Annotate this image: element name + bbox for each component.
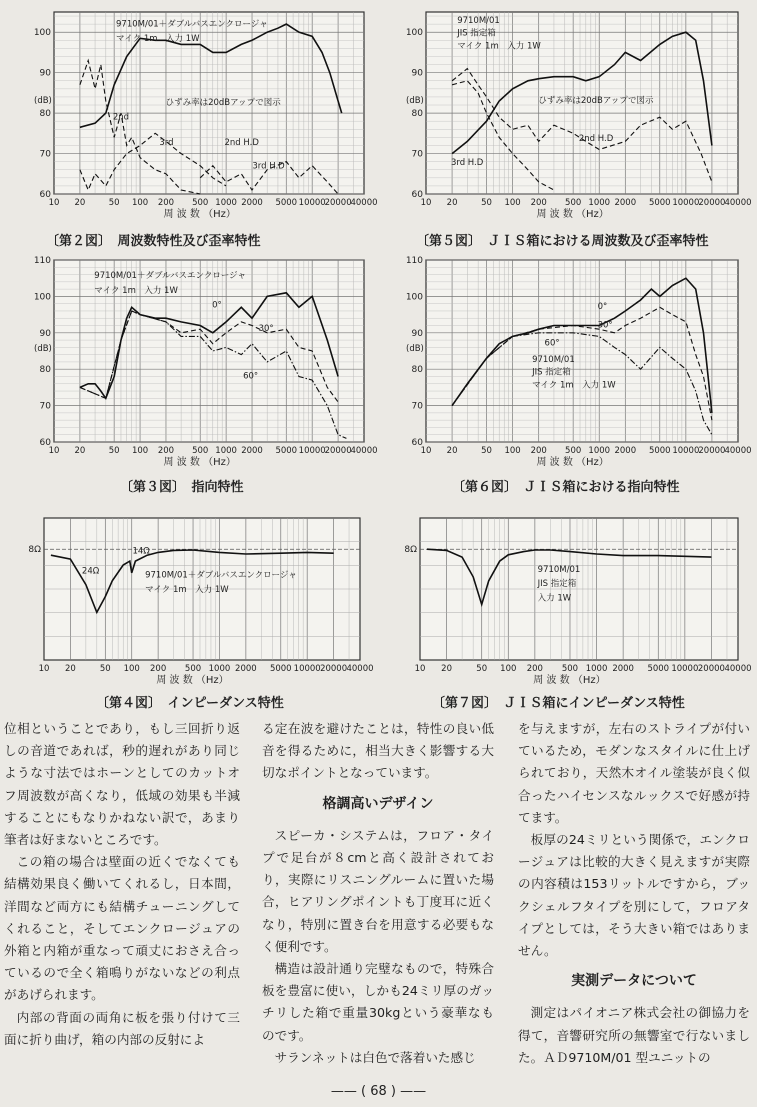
x-tick-label: 100	[131, 446, 149, 456]
x-tick-label: 40000	[724, 446, 752, 456]
x-tick-label: 10	[38, 664, 50, 674]
x-tick-label: 10000	[298, 446, 326, 456]
x-tick-label: 20000	[324, 446, 352, 456]
plot-frame	[426, 260, 738, 442]
x-tick-label: 100	[131, 198, 149, 208]
chart-annotation: マイク 1m 入力 1W	[116, 34, 200, 45]
x-tick-label: 50	[476, 664, 488, 674]
chart-annotation: JIS 指定箱	[537, 579, 577, 590]
y-tick-label: 60	[411, 190, 423, 200]
chart-annotation: 60°	[544, 338, 560, 349]
right-paragraph-2: 板厚の24ミリという関係で，エンクロージュアは比較的大きく見えますが実際の内容積は153リットルですから，ブックシェルフタイプを別にして，フロアタイプとしては，そう大きい箱ではありません。	[518, 832, 750, 959]
x-tick-label: 200	[526, 664, 543, 674]
x-tick-label: 50	[481, 198, 492, 208]
right-paragraph-3: 測定はパイオニア株式会社の御協力を得て，音響研究所の無響室で行ないました。ＡＤ9710M/01 型ユニットの	[518, 1005, 750, 1065]
fig2-caption: 〔第２図〕 周波数特性及び歪率特性	[46, 234, 261, 249]
x-tick-label: 200	[157, 198, 175, 208]
column-right	[518, 718, 750, 1069]
x-tick-label: 2000	[241, 446, 263, 456]
right-heading: 実測データについて	[571, 973, 697, 990]
y-axis-label: (dB)	[406, 96, 424, 106]
x-axis-label: 周 波 数 （Hz）	[156, 675, 229, 686]
x-axis-label: 周 波 数 （Hz）	[163, 209, 236, 220]
y-tick-label: 70	[39, 401, 51, 412]
y-tick-label: 60	[411, 438, 423, 448]
chart-annotation: 9710M/01＋ダブルバスエンクロージャ	[145, 570, 297, 581]
fig4-plot	[28, 518, 373, 686]
page-number: —— ( 68 ) ——	[330, 1084, 427, 1099]
middle-heading: 格調高いデザイン	[322, 795, 434, 812]
x-tick-label: 20000	[698, 446, 726, 456]
x-tick-label: 10	[48, 198, 60, 208]
fig3-caption: 〔第３図〕 指向特性	[120, 480, 244, 495]
y-tick-label: 60	[39, 190, 51, 200]
x-axis-label: 周 波 数 （Hz）	[536, 209, 609, 220]
left-paragraph-3: 内部の背面の両角に板を張り付けて三面に折り曲げ，箱の内部の反射によ	[4, 1009, 240, 1047]
x-tick-label: 50	[108, 446, 120, 456]
x-tick-label: 200	[530, 198, 547, 208]
fig3-plot	[34, 256, 378, 468]
x-tick-label: 20000	[320, 664, 348, 674]
chart-annotation: 30°	[597, 320, 613, 331]
x-tick-label: 10000	[298, 198, 326, 208]
y-tick-label: 80	[39, 365, 51, 376]
y-tick-label: 80	[39, 109, 51, 120]
x-tick-label: 40000	[724, 664, 752, 674]
x-tick-label: 5000	[275, 198, 298, 208]
chart-annotation: JIS 指定箱	[457, 28, 496, 39]
x-tick-label: 20	[64, 664, 76, 674]
chart-annotation: 2nd	[112, 112, 130, 123]
chart-annotation: JIS 指定箱	[532, 367, 571, 378]
x-tick-label: 5000	[647, 664, 670, 674]
chart-annotation: 24Ω	[81, 566, 100, 577]
x-tick-label: 500	[184, 664, 202, 674]
y-axis-label: (dB)	[34, 96, 52, 106]
x-tick-label: 10	[420, 446, 432, 456]
x-tick-label: 10	[420, 198, 432, 208]
x-axis-label: 周 波 数 （Hz）	[163, 457, 236, 468]
chart-annotation: 9710M/01	[457, 15, 500, 26]
chart-annotation: 入力 1W	[537, 593, 572, 604]
x-tick-label: 10	[48, 446, 60, 456]
fig5-plot	[406, 12, 752, 220]
chart-annotation: 9710M/01	[532, 354, 575, 365]
x-tick-label: 100	[504, 446, 521, 456]
x-tick-label: 100	[504, 198, 521, 208]
x-tick-label: 1000	[208, 664, 231, 674]
fig2-plot	[34, 12, 378, 220]
x-axis-label: 周 波 数 （Hz）	[533, 675, 606, 686]
y-tick-label: 100	[405, 28, 423, 39]
fig6-caption: 〔第６図〕 ＪＩＳ箱における指向特性	[452, 480, 680, 495]
x-tick-label: 5000	[275, 446, 298, 456]
x-tick-label: 1000	[588, 446, 611, 456]
y-tick-label: 110	[33, 256, 51, 266]
y-axis-label: (dB)	[34, 344, 52, 354]
chart-annotation: ひずみ率は20dBアップで図示	[165, 97, 281, 108]
x-tick-label: 1000	[215, 446, 237, 456]
x-tick-label: 100	[500, 664, 517, 674]
fig5-caption: 〔第５図〕 ＪＩＳ箱における周波数及び歪率特性	[416, 234, 709, 249]
fig6-plot	[406, 256, 752, 468]
fig7-caption: 〔第７図〕 ＪＩＳ箱にインピーダンス特性	[432, 696, 685, 711]
x-tick-label: 500	[561, 664, 579, 674]
x-tick-label: 1000	[585, 664, 608, 674]
x-tick-label: 200	[530, 446, 547, 456]
fig5-chart	[404, 8, 752, 226]
chart-annotation: 3rd	[159, 137, 174, 148]
chart-annotation: 2nd H.D	[224, 137, 259, 148]
x-tick-label: 10000	[671, 664, 699, 674]
chart-annotation: 14Ω	[132, 546, 150, 557]
y-tick-label: 80	[411, 109, 423, 120]
middle-paragraph-2: 構造は設計通り完璧なもので，特殊合板を豊富に使い，しかも24ミリ厚のガッチリした箱で重量30kgという豪華なものです。	[262, 961, 494, 1043]
chart-annotation: 9710M/01	[537, 564, 581, 575]
chart-annotation: 3rd H.D	[252, 161, 285, 172]
x-tick-label: 10000	[672, 446, 700, 456]
chart-annotation: マイク 1m 入力 1W	[457, 41, 541, 52]
x-tick-label: 20	[446, 198, 458, 208]
x-tick-label: 500	[565, 198, 582, 208]
y-tick-label: 70	[411, 149, 423, 160]
x-tick-label: 5000	[648, 446, 671, 456]
x-tick-label: 40000	[346, 664, 374, 674]
fig4-chart	[14, 512, 374, 684]
x-tick-label: 2000	[614, 198, 637, 208]
middle-paragraph-1: スピーカ・システムは，フロア・タイプで足台が８cmと高く設計されており，実際にリスニングルームに置いた場合，ヒアリングポイントも丁度耳に近くなり，特別に置き台を用意する必要もなく便利です。	[262, 827, 494, 954]
chart-annotation: マイク 1m 入力 1W	[94, 285, 178, 296]
left-paragraph-1: 位相ということであり，もし三回折り返しの音道であれば，秒的遅れがあり同じような寸法ではホーンとしてのカットオフ周波数が高くなり，低域の効果も半減することにもなりかねない訳で，あまり筆者は好まないところです。	[4, 721, 240, 848]
middle-paragraph-3: サランネットは白色で落着いた感じ	[274, 1049, 476, 1065]
x-tick-label: 50	[108, 198, 120, 208]
x-tick-label: 200	[157, 446, 175, 456]
fig7-chart	[398, 512, 750, 684]
x-tick-label: 5000	[269, 664, 292, 674]
y-tick-label: 90	[411, 68, 423, 79]
x-tick-label: 100	[123, 664, 140, 674]
x-tick-label: 1000	[215, 198, 237, 208]
chart-annotation: 9710M/01＋ダブルバスエンクロージャ	[94, 271, 247, 282]
x-tick-label: 10000	[293, 664, 321, 674]
y-tick-label: 90	[39, 68, 51, 79]
chart-annotation: 60°	[243, 371, 259, 382]
x-tick-label: 10000	[672, 198, 700, 208]
middle-paragraph-top: る定在波を避けたことは，特性の良い低音を得るために，相当大きく影響する大切なポイントとなっています。	[262, 721, 494, 781]
x-tick-label: 20	[74, 198, 86, 208]
x-tick-label: 2000	[235, 664, 257, 674]
y-tick-label: 70	[39, 149, 51, 160]
column-left	[4, 718, 240, 1051]
x-axis-label: 周 波 数 （Hz）	[536, 457, 609, 468]
chart-annotation: 2nd H.D	[578, 134, 614, 145]
y-tick-label: 80	[411, 365, 423, 376]
fig2-chart	[32, 8, 378, 226]
x-tick-label: 20000	[324, 198, 352, 208]
y-tick-label: 60	[39, 438, 51, 448]
x-tick-label: 2000	[612, 664, 634, 674]
x-tick-label: 40000	[724, 198, 752, 208]
x-tick-label: 20	[446, 446, 458, 456]
y-tick-label: 110	[405, 256, 423, 266]
chart-annotation: マイク 1m 入力 1W	[145, 584, 229, 595]
x-tick-label: 50	[481, 446, 492, 456]
y-tick-label: 70	[411, 401, 423, 412]
chart-annotation: マイク 1m 入力 1W	[532, 380, 616, 391]
chart-annotation: 0°	[212, 300, 222, 311]
x-tick-label: 20000	[698, 198, 726, 208]
x-tick-label: 40000	[350, 198, 378, 208]
fig4-caption: 〔第４図〕 インピーダンス特性	[96, 696, 284, 711]
y-axis-label: (dB)	[406, 344, 424, 354]
x-tick-label: 40000	[350, 446, 378, 456]
x-tick-label: 200	[150, 664, 167, 674]
y-tick-label: 100	[33, 28, 51, 39]
y-tick-label: 8Ω	[28, 545, 41, 556]
chart-annotation: 3rd H.D	[450, 157, 484, 168]
x-tick-label: 1000	[588, 198, 611, 208]
y-tick-label: 8Ω	[404, 545, 417, 556]
x-tick-label: 500	[192, 446, 209, 456]
x-tick-label: 10	[414, 664, 426, 674]
y-tick-label: 100	[405, 292, 423, 303]
x-tick-label: 2000	[241, 198, 263, 208]
x-tick-label: 20	[74, 446, 86, 456]
chart-annotation: 30°	[258, 323, 274, 334]
x-tick-label: 500	[192, 198, 209, 208]
x-tick-label: 5000	[648, 198, 671, 208]
column-middle	[262, 718, 494, 1069]
x-tick-label: 20000	[697, 664, 725, 674]
x-tick-label: 2000	[614, 446, 637, 456]
chart-annotation: 9710M/01＋ダブルバスエンクロージャ	[116, 19, 268, 30]
fig3-chart	[32, 256, 378, 474]
fig6-chart	[404, 256, 752, 474]
y-tick-label: 90	[411, 328, 423, 339]
x-tick-label: 20	[441, 664, 452, 674]
x-tick-label: 500	[565, 446, 582, 456]
chart-annotation: ひずみ率は20dBアップで図示	[538, 96, 654, 106]
chart-annotation: 0°	[597, 302, 608, 313]
right-paragraph-top: を与えますが，左右のストライプが付いているため，モダンなスタイルに仕上げられており，天然木オイル塗装が良く似合ったハイセンスなルックスで好感が持てます。	[518, 721, 750, 825]
y-tick-label: 100	[33, 292, 51, 303]
left-paragraph-2: この箱の場合は壁面の近くでなくても結構効果良く働いてくれるし，日本間，洋間など両方にも結構チューニングしてくれること，そしてエンクロージュアの外箱と内箱が重なって頑丈におさえ合っているので全く箱鳴りがないなどの利点があげられます。	[4, 854, 240, 1003]
x-tick-label: 50	[99, 664, 111, 674]
y-tick-label: 90	[39, 328, 51, 339]
fig7-plot	[404, 518, 751, 686]
